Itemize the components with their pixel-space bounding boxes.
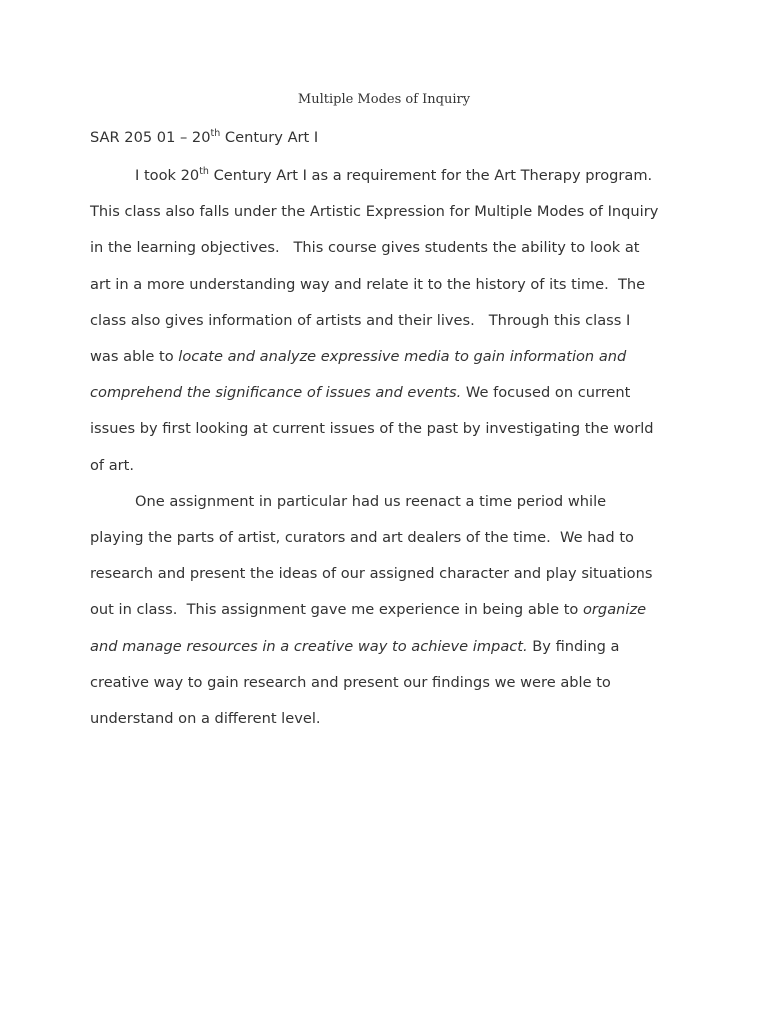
p1-line7-italic: comprehend the significance of issues and events. [90, 384, 462, 402]
p1-line1-post: Century Art I as a requirement for the Art Therapy program. [208, 167, 653, 184]
paragraph-1-line-4: art in a more understanding way and relate it to the history of its time. The [90, 275, 646, 293]
course-heading [90, 118, 680, 158]
paragraph-1-line-9: of art. [90, 456, 135, 474]
document-title: Multiple Modes of Inquiry [297, 92, 471, 107]
p2-line4-plain: out in class. This assignment gave me experience in being able to [90, 601, 583, 619]
p1-line6-italic: locate and analyze expressive media to gain information and [178, 348, 627, 366]
paragraph-2-line-7: understand on a different level. [90, 710, 321, 728]
p2-line5-italic: and manage resources in a creative way to achieve impact. [90, 637, 528, 655]
p1-line6-plain: was able to [90, 348, 179, 366]
course-suffix: Century Art I [220, 129, 319, 146]
paragraph-2-line-2: playing the parts of artist, curators and art dealers of the time. We had to [90, 529, 634, 547]
p1-line7-plain: We focused on current [461, 384, 631, 402]
paragraph-1-line-2: This class also falls under the Artistic Expression for Multiple Modes of Inquiry [90, 203, 659, 221]
paragraph-1-line-3: in the learning objectives. This course gives students the ability to look at [90, 239, 640, 257]
p1-line1-pre: I took 20 [135, 167, 200, 184]
paragraph-2 [90, 484, 680, 737]
paragraph-1-line-6 [90, 339, 680, 375]
document-body [90, 118, 680, 737]
course-superscript: th [210, 128, 221, 139]
paragraph-1-line-1 [90, 158, 680, 194]
paragraph-1-line-7 [90, 375, 680, 411]
paragraph-1 [90, 158, 680, 484]
paragraph-2-line-3: research and present the ideas of our assigned character and play situations [90, 565, 653, 583]
course-prefix: SAR 205 01 – 20 [90, 129, 211, 146]
p1-line1-superscript: th [199, 166, 209, 177]
paragraph-2-line-5 [90, 629, 680, 665]
paragraph-2-line-1 [90, 484, 680, 520]
paragraph-2-line-6: creative way to gain research and present our findings we were able to [90, 673, 611, 691]
paragraph-2-line-4 [90, 592, 680, 628]
paragraph-1-line-8: issues by first looking at current issues of the past by investigating the world [90, 420, 654, 438]
p2-line4-italic: organize [583, 601, 647, 619]
p2-line1-text: One assignment in particular had us reenact a time period while [135, 492, 607, 510]
p2-line5-plain: By finding a [527, 637, 620, 655]
paragraph-1-line-5: class also gives information of artists and their lives. Through this class I [90, 311, 631, 329]
